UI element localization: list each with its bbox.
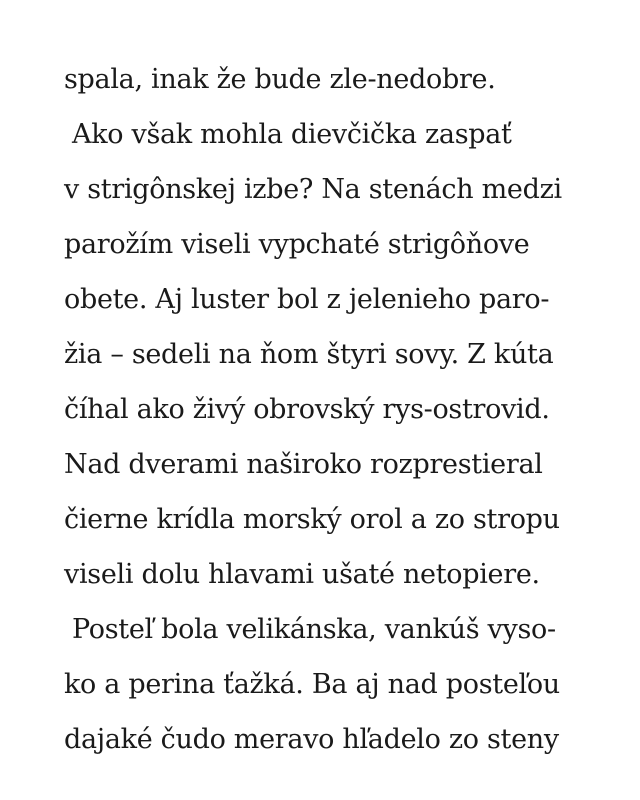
text-line: čierne krídla morský orol a zo stropu [64, 504, 560, 535]
text-line-paragraph-start: Posteľ bola velikánska, vankúš vyso- [72, 614, 556, 645]
text-line: ko a perina ťažká. Ba aj nad posteľou [64, 669, 560, 700]
text-line-paragraph-start: Ako však mohla dievčička zaspať [72, 119, 512, 150]
text-line: číhal ako živý obrovský rys-ostrovid. [64, 394, 550, 425]
text-line: Nad dverami naširoko rozprestieral [64, 449, 543, 480]
text-line: viseli dolu hlavami ušaté netopiere. [64, 559, 540, 590]
text-line: v strigônskej izbe? Na stenách medzi [64, 174, 562, 205]
text-line: spala, inak že bude zle-nedobre. [64, 64, 496, 95]
text-line: obete. Aj luster bol z jelenieho paro- [64, 284, 550, 315]
text-line: žia – sedeli na ňom štyri sovy. Z kúta [64, 339, 554, 370]
text-line: parožím viseli vypchaté strigôňove [64, 229, 530, 260]
body-text [64, 52, 584, 767]
text-line: dajaké čudo meravo hľadelo zo steny [64, 724, 559, 755]
